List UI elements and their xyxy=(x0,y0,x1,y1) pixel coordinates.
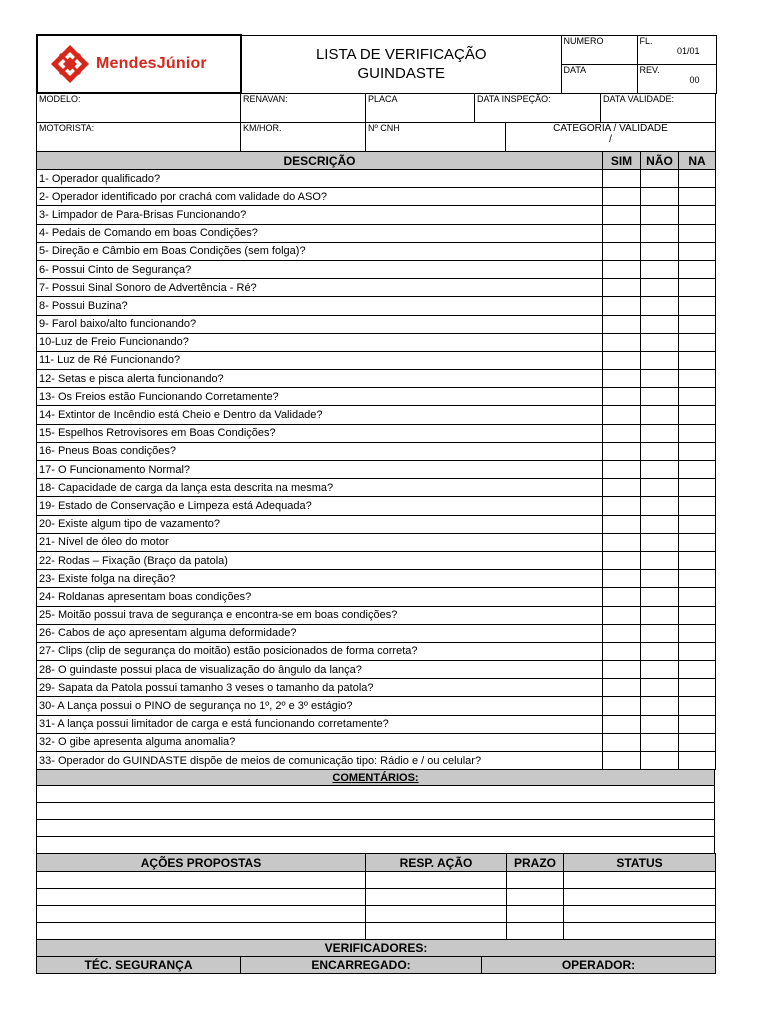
checklist-question: 1- Operador qualificado? xyxy=(37,170,603,188)
modelo-field[interactable] xyxy=(37,94,241,123)
na-checkbox-cell[interactable] xyxy=(679,170,716,188)
nao-checkbox-cell[interactable] xyxy=(641,570,679,588)
nao-checkbox-cell[interactable] xyxy=(641,297,679,315)
comments-header: COMENTÁRIOS: xyxy=(37,770,715,786)
checklist-row xyxy=(37,424,716,442)
encarregado-label: ENCARREGADO: xyxy=(241,957,482,974)
na-checkbox-cell[interactable] xyxy=(679,406,716,424)
status-cell[interactable] xyxy=(564,906,716,923)
checklist-row xyxy=(37,406,716,424)
rev-label: REV. xyxy=(639,64,660,75)
nao-checkbox-cell[interactable] xyxy=(641,388,679,406)
sim-checkbox-cell[interactable] xyxy=(603,170,641,188)
checklist-question: 27- Clips (clip de segurança do moitão) estão posicionados de forma correta? xyxy=(37,642,603,660)
nao-checkbox-cell[interactable] xyxy=(641,461,679,479)
na-checkbox-cell[interactable] xyxy=(679,551,716,569)
nao-checkbox-cell[interactable] xyxy=(641,661,679,679)
nao-checkbox-cell[interactable] xyxy=(641,679,679,697)
na-checkbox-cell[interactable] xyxy=(679,752,716,770)
prazo-cell[interactable] xyxy=(507,872,564,889)
checklist-question: 8- Possui Buzina? xyxy=(37,297,603,315)
checklist-row xyxy=(37,479,716,497)
na-checkbox-cell[interactable] xyxy=(679,370,716,388)
comment-line[interactable] xyxy=(37,786,715,803)
na-checkbox-cell[interactable] xyxy=(679,206,716,224)
na-checkbox-cell[interactable] xyxy=(679,515,716,533)
sim-checkbox-cell[interactable] xyxy=(603,624,641,642)
checklist-question: 19- Estado de Conservação e Limpeza está Adequada? xyxy=(37,497,603,515)
nao-checkbox-cell[interactable] xyxy=(641,624,679,642)
title-line-1: LISTA DE VERIFICAÇÃO xyxy=(315,46,487,63)
nao-checkbox-cell[interactable] xyxy=(641,333,679,351)
checklist-row xyxy=(37,551,716,569)
mendes-junior-diamond-logo-icon xyxy=(50,44,90,84)
checklist-row xyxy=(37,606,716,624)
km-hor-label: KM/HOR. xyxy=(243,123,282,133)
sim-checkbox-cell[interactable] xyxy=(603,679,641,697)
checklist-question: 2- Operador identificado por crachá com validade do ASO? xyxy=(37,188,603,206)
nao-checkbox-cell[interactable] xyxy=(641,715,679,733)
checklist-body xyxy=(37,170,716,770)
status-cell[interactable] xyxy=(564,889,716,906)
nao-checkbox-cell[interactable] xyxy=(641,588,679,606)
nao-checkbox-cell[interactable] xyxy=(641,260,679,278)
nao-checkbox-cell[interactable] xyxy=(641,606,679,624)
na-checkbox-cell[interactable] xyxy=(679,424,716,442)
checklist-question: 16- Pneus Boas condições? xyxy=(37,442,603,460)
nao-checkbox-cell[interactable] xyxy=(641,697,679,715)
checklist-row xyxy=(37,497,716,515)
data-validade-field[interactable] xyxy=(601,94,716,123)
sim-checkbox-cell[interactable] xyxy=(603,260,641,278)
checklist-row xyxy=(37,188,716,206)
comment-line[interactable] xyxy=(37,803,715,820)
km-hor-field[interactable] xyxy=(241,123,366,152)
na-checkbox-cell[interactable] xyxy=(679,697,716,715)
resp-header: RESP. AÇÃO xyxy=(366,854,507,872)
na-checkbox-cell[interactable] xyxy=(679,661,716,679)
nao-checkbox-cell[interactable] xyxy=(641,479,679,497)
checklist-sheet xyxy=(36,34,715,974)
cnh-field[interactable] xyxy=(366,123,506,152)
sim-checkbox-cell[interactable] xyxy=(603,206,641,224)
sim-checkbox-cell[interactable] xyxy=(603,588,641,606)
checklist-question: 23- Existe folga na direção? xyxy=(37,570,603,588)
checklist-row xyxy=(37,388,716,406)
resp-cell[interactable] xyxy=(366,906,507,923)
na-checkbox-cell[interactable] xyxy=(679,642,716,660)
sim-checkbox-cell[interactable] xyxy=(603,388,641,406)
checklist-row xyxy=(37,570,716,588)
nao-checkbox-cell[interactable] xyxy=(641,551,679,569)
title-line-2: GUINDASTE xyxy=(357,65,445,82)
data-cell[interactable] xyxy=(561,64,637,93)
resp-cell[interactable] xyxy=(366,872,507,889)
nao-checkbox-cell[interactable] xyxy=(641,442,679,460)
na-checkbox-cell[interactable] xyxy=(679,333,716,351)
checklist-question: 25- Moitão possui trava de segurança e encontra-se em boas condições? xyxy=(37,606,603,624)
na-checkbox-cell[interactable] xyxy=(679,679,716,697)
sim-checkbox-cell[interactable] xyxy=(603,715,641,733)
checklist-question: 7- Possui Sinal Sonoro de Advertência - Ré? xyxy=(37,279,603,297)
sim-checkbox-cell[interactable] xyxy=(603,188,641,206)
nao-checkbox-cell[interactable] xyxy=(641,224,679,242)
status-cell[interactable] xyxy=(564,872,716,889)
checklist-question: 32- O gibe apresenta alguma anomalia? xyxy=(37,733,603,751)
checklist-row xyxy=(37,260,716,278)
na-checkbox-cell[interactable] xyxy=(679,224,716,242)
nao-checkbox-cell[interactable] xyxy=(641,370,679,388)
nao-checkbox-cell[interactable] xyxy=(641,424,679,442)
sim-header: SIM xyxy=(603,152,641,170)
rev-cell xyxy=(637,64,716,93)
nao-checkbox-cell[interactable] xyxy=(641,533,679,551)
categoria-field[interactable] xyxy=(506,123,716,152)
checklist-row xyxy=(37,206,716,224)
action-cell[interactable] xyxy=(37,889,366,906)
prazo-cell[interactable] xyxy=(507,906,564,923)
nao-checkbox-cell[interactable] xyxy=(641,242,679,260)
sim-checkbox-cell[interactable] xyxy=(603,279,641,297)
na-checkbox-cell[interactable] xyxy=(679,442,716,460)
sim-checkbox-cell[interactable] xyxy=(603,442,641,460)
sim-checkbox-cell[interactable] xyxy=(603,570,641,588)
fl-cell xyxy=(637,35,716,64)
acoes-header: AÇÕES PROPOSTAS xyxy=(37,854,366,872)
renavan-field[interactable] xyxy=(241,94,366,123)
renavan-label: RENAVAN: xyxy=(243,94,288,104)
numero-cell[interactable] xyxy=(561,35,637,64)
checklist-question: 29- Sapata da Patola possui tamanho 3 veses o tamanho da patola? xyxy=(37,679,603,697)
nao-checkbox-cell[interactable] xyxy=(641,279,679,297)
checklist-row xyxy=(37,297,716,315)
placa-label: PLACA xyxy=(368,94,398,104)
na-checkbox-cell[interactable] xyxy=(679,242,716,260)
checklist-question: 9- Farol baixo/alto funcionando? xyxy=(37,315,603,333)
na-checkbox-cell[interactable] xyxy=(679,570,716,588)
nao-checkbox-cell[interactable] xyxy=(641,351,679,369)
checklist-row xyxy=(37,661,716,679)
checklist-question: 33- Operador do GUINDASTE dispõe de meios de comunicação tipo: Rádio e / ou celular? xyxy=(37,752,603,770)
checklist-question: 17- O Funcionamento Normal? xyxy=(37,461,603,479)
nao-checkbox-cell[interactable] xyxy=(641,188,679,206)
checklist-question: 30- A Lança possui o PINO de segurança no 1º, 2º e 3º estágio? xyxy=(37,697,603,715)
checklist-row xyxy=(37,442,716,460)
na-checkbox-cell[interactable] xyxy=(679,715,716,733)
na-checkbox-cell[interactable] xyxy=(679,733,716,751)
checklist-question: 12- Setas e pisca alerta funcionando? xyxy=(37,370,603,388)
checklist-question: 15- Espelhos Retrovisores em Boas Condições? xyxy=(37,424,603,442)
checklist-question: 4- Pedais de Comando em boas Condições? xyxy=(37,224,603,242)
sim-checkbox-cell[interactable] xyxy=(603,315,641,333)
logo-cell xyxy=(37,35,241,93)
na-checkbox-cell[interactable] xyxy=(679,497,716,515)
checklist-row xyxy=(37,279,716,297)
sim-checkbox-cell[interactable] xyxy=(603,733,641,751)
sim-checkbox-cell[interactable] xyxy=(603,697,641,715)
data-label: DATA xyxy=(563,64,587,75)
checklist-row xyxy=(37,224,716,242)
na-header: NA xyxy=(679,152,716,170)
na-checkbox-cell[interactable] xyxy=(679,588,716,606)
nao-checkbox-cell[interactable] xyxy=(641,752,679,770)
checklist-question: 5- Direção e Câmbio em Boas Condições (sem folga)? xyxy=(37,242,603,260)
checklist-question: 22- Rodas – Fixação (Braço da patola) xyxy=(37,551,603,569)
na-checkbox-cell[interactable] xyxy=(679,533,716,551)
verifiers-header: VERIFICADORES: xyxy=(37,940,716,957)
nao-checkbox-cell[interactable] xyxy=(641,406,679,424)
checklist-row xyxy=(37,315,716,333)
checklist-row xyxy=(37,697,716,715)
sim-checkbox-cell[interactable] xyxy=(603,461,641,479)
prazo-cell[interactable] xyxy=(507,923,564,940)
modelo-label: MODELO: xyxy=(39,94,81,104)
sim-checkbox-cell[interactable] xyxy=(603,642,641,660)
checklist-row xyxy=(37,170,716,188)
verifiers-table xyxy=(36,939,716,974)
checklist-row xyxy=(37,351,716,369)
vehicle-fields-table xyxy=(36,93,716,152)
checklist-row xyxy=(37,515,716,533)
na-checkbox-cell[interactable] xyxy=(679,624,716,642)
sim-checkbox-cell[interactable] xyxy=(603,606,641,624)
na-checkbox-cell[interactable] xyxy=(679,279,716,297)
numero-label: NUMERO xyxy=(563,35,604,46)
categoria-label: CATEGORIA / VALIDADE xyxy=(553,123,668,134)
nao-checkbox-cell[interactable] xyxy=(641,170,679,188)
sim-checkbox-cell[interactable] xyxy=(603,533,641,551)
checklist-row xyxy=(37,533,716,551)
sim-checkbox-cell[interactable] xyxy=(603,551,641,569)
header-table xyxy=(36,34,717,94)
comments-table xyxy=(36,769,715,854)
checklist-row xyxy=(37,624,716,642)
data-validade-label: DATA VALIDADE: xyxy=(603,94,675,104)
comment-line[interactable] xyxy=(37,837,715,854)
nao-checkbox-cell[interactable] xyxy=(641,733,679,751)
motorista-label: MOTORISTA: xyxy=(39,123,95,133)
checklist-question: 21- Nível de óleo do motor xyxy=(37,533,603,551)
sim-checkbox-cell[interactable] xyxy=(603,333,641,351)
status-cell[interactable] xyxy=(564,923,716,940)
sim-checkbox-cell[interactable] xyxy=(603,752,641,770)
comment-line[interactable] xyxy=(37,820,715,837)
sim-checkbox-cell[interactable] xyxy=(603,406,641,424)
sim-checkbox-cell[interactable] xyxy=(603,497,641,515)
sim-checkbox-cell[interactable] xyxy=(603,351,641,369)
na-checkbox-cell[interactable] xyxy=(679,388,716,406)
na-checkbox-cell[interactable] xyxy=(679,297,716,315)
action-cell[interactable] xyxy=(37,906,366,923)
na-checkbox-cell[interactable] xyxy=(679,260,716,278)
checklist-row xyxy=(37,715,716,733)
sim-checkbox-cell[interactable] xyxy=(603,661,641,679)
checklist-table xyxy=(36,151,716,770)
motorista-field[interactable] xyxy=(37,123,241,152)
sim-checkbox-cell[interactable] xyxy=(603,224,641,242)
sim-checkbox-cell[interactable] xyxy=(603,370,641,388)
nao-checkbox-cell[interactable] xyxy=(641,515,679,533)
checklist-row xyxy=(37,679,716,697)
checklist-question: 24- Roldanas apresentam boas condições? xyxy=(37,588,603,606)
checklist-row xyxy=(37,370,716,388)
company-logo xyxy=(40,36,238,92)
placa-field[interactable] xyxy=(366,94,475,123)
company-name: MendesJúnior xyxy=(96,55,207,72)
nao-header: NÃO xyxy=(641,152,679,170)
data-inspecao-label: DATA INSPEÇÃO: xyxy=(477,94,551,104)
nao-checkbox-cell[interactable] xyxy=(641,206,679,224)
sim-checkbox-cell[interactable] xyxy=(603,479,641,497)
resp-cell[interactable] xyxy=(366,889,507,906)
checklist-question: 13- Os Freios estão Funcionando Corretamente? xyxy=(37,388,603,406)
na-checkbox-cell[interactable] xyxy=(679,188,716,206)
checklist-question: 10-Luz de Freio Funcionando? xyxy=(37,333,603,351)
checklist-row xyxy=(37,242,716,260)
checklist-row xyxy=(37,588,716,606)
categoria-separator: / xyxy=(609,134,612,145)
na-checkbox-cell[interactable] xyxy=(679,461,716,479)
data-inspecao-field[interactable] xyxy=(475,94,601,123)
checklist-question: 28- O guindaste possui placa de visualização do ângulo da lança? xyxy=(37,661,603,679)
prazo-header: PRAZO xyxy=(507,854,564,872)
sim-checkbox-cell[interactable] xyxy=(603,242,641,260)
operador-label: OPERADOR: xyxy=(482,957,716,974)
action-cell[interactable] xyxy=(37,872,366,889)
sim-checkbox-cell[interactable] xyxy=(603,424,641,442)
sim-checkbox-cell[interactable] xyxy=(603,297,641,315)
checklist-question: 31- A lança possui limitador de carga e está funcionando corretamente? xyxy=(37,715,603,733)
na-checkbox-cell[interactable] xyxy=(679,606,716,624)
checklist-question: 11- Luz de Ré Funcionando? xyxy=(37,351,603,369)
prazo-cell[interactable] xyxy=(507,889,564,906)
sim-checkbox-cell[interactable] xyxy=(603,515,641,533)
descricao-header: DESCRIÇÃO xyxy=(37,152,603,170)
na-checkbox-cell[interactable] xyxy=(679,479,716,497)
tec-seguranca-label: TÉC. SEGURANÇA xyxy=(37,957,241,974)
actions-table xyxy=(36,853,716,940)
action-cell[interactable] xyxy=(37,923,366,940)
checklist-question: 26- Cabos de aço apresentam alguma deformidade? xyxy=(37,624,603,642)
checklist-row xyxy=(37,333,716,351)
cnh-label: Nº CNH xyxy=(368,123,400,133)
checklist-row xyxy=(37,461,716,479)
na-checkbox-cell[interactable] xyxy=(679,351,716,369)
checklist-question: 14- Extintor de Incêndio está Cheio e Dentro da Validade? xyxy=(37,406,603,424)
fl-label: FL. xyxy=(639,35,653,46)
checklist-row xyxy=(37,752,716,770)
nao-checkbox-cell[interactable] xyxy=(641,642,679,660)
checklist-question: 20- Existe algum tipo de vazamento? xyxy=(37,515,603,533)
checklist-question: 18- Capacidade de carga da lança esta descrita na mesma? xyxy=(37,479,603,497)
checklist-row xyxy=(37,642,716,660)
rev-value: 00 xyxy=(689,74,700,85)
checklist-question: 6- Possui Cinto de Segurança? xyxy=(37,260,603,278)
fl-value: 01/01 xyxy=(676,45,700,56)
nao-checkbox-cell[interactable] xyxy=(641,497,679,515)
checklist-row xyxy=(37,733,716,751)
status-header: STATUS xyxy=(564,854,716,872)
resp-cell[interactable] xyxy=(366,923,507,940)
nao-checkbox-cell[interactable] xyxy=(641,315,679,333)
checklist-question: 3- Limpador de Para-Brisas Funcionando? xyxy=(37,206,603,224)
na-checkbox-cell[interactable] xyxy=(679,315,716,333)
document-title xyxy=(241,35,561,93)
